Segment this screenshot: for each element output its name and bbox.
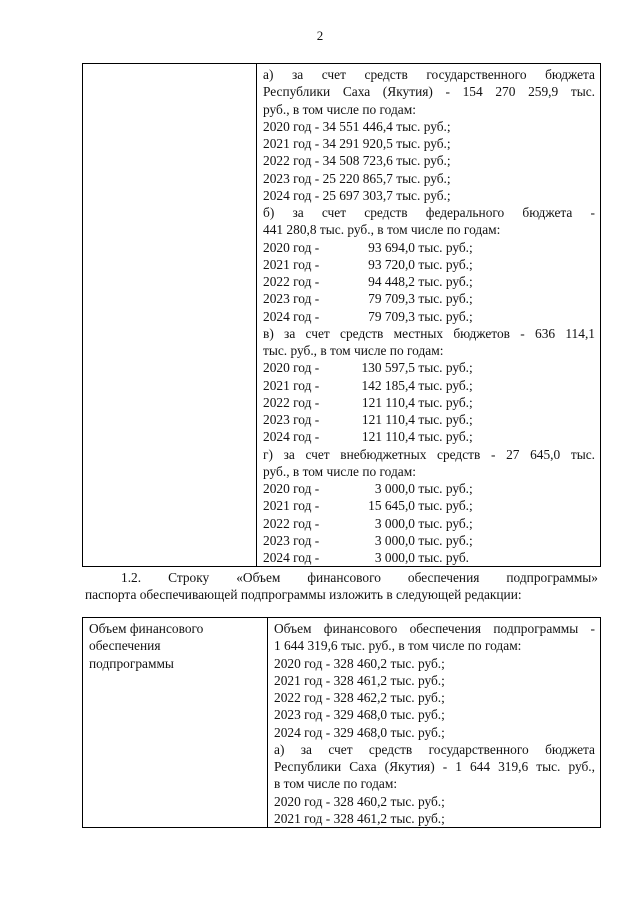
local-budget-year: 2020 год - 130 597,5 тыс. руб.; (263, 360, 473, 376)
row-title-line2: обеспечения (89, 638, 161, 654)
local-budget-line2: тыс. руб., в том числе по годам: (263, 343, 444, 358)
row-title-line1: Объем финансового (89, 621, 204, 636)
subprogram-funding-cell (268, 618, 601, 828)
extrabudgetary-year: 2023 год - 3 000,0 тыс. руб.; (263, 532, 473, 548)
state-budget2-year: 2021 год - 328 461,2 тыс. руб.; (274, 810, 445, 826)
state-budget-line1: а) за счет средств государственного бюджета (263, 67, 595, 82)
federal-budget-year: 2022 год - 94 448,2 тыс. руб.; (263, 274, 473, 289)
local-budget-line1: в) за счет средств местных бюджетов - 636 114,1 (263, 325, 595, 341)
federal-budget-line1: б) за счет средств федерального бюджета - (263, 205, 595, 220)
total-funding-year: 2021 год - 328 461,2 тыс. руб.; (274, 672, 445, 688)
total-funding-year: 2024 год - 329 468,0 тыс. руб.; (274, 724, 445, 740)
federal-budget-year: 2023 год - 79 709,3 тыс. руб.; (263, 291, 473, 307)
state-budget-line3: руб., в том числе по годам: (263, 101, 416, 117)
total-funding-year: 2022 год - 328 462,2 тыс. руб.; (274, 690, 445, 705)
total-funding-year: 2023 год - 329 468,0 тыс. руб.; (274, 707, 445, 723)
empty-left-cell (83, 64, 257, 567)
state-budget-line2: Республики Саха (Якутия) - 154 270 259,9 тыс. (263, 84, 595, 100)
subprogram-funding-table (82, 617, 601, 828)
total-funding-year: 2020 год - 328 460,2 тыс. руб.; (274, 655, 445, 671)
amendment-line2: паспорта обеспечивающей подпрограммы изложить в следующей редакции: (85, 587, 522, 603)
extrabudgetary-year: 2022 год - 3 000,0 тыс. руб.; (263, 515, 473, 531)
amendment-paragraph (85, 569, 598, 604)
extrabudgetary-line1: г) за счет внебюджетных средств - 27 645,0 тыс. (263, 446, 595, 462)
local-budget-year: 2024 год - 121 110,4 тыс. руб.; (263, 429, 473, 445)
state-budget-year: 2021 год - 34 291 920,5 тыс. руб.; (263, 136, 451, 151)
extrabudgetary-line2: руб., в том числе по годам: (263, 463, 416, 479)
page-number: 2 (316, 28, 324, 43)
total-funding-line2: 1 644 319,6 тыс. руб., в том числе по годам: (274, 638, 522, 654)
total-funding-line1: Объем финансового обеспечения подпрограммы - (274, 621, 595, 636)
state-budget2-line3: в том числе по годам: (274, 776, 398, 792)
local-budget-year: 2021 год - 142 185,4 тыс. руб.; (263, 377, 473, 393)
amendment-line1: 1.2. Строку «Объем финансового обеспечения подпрограммы» (121, 570, 598, 585)
state-budget2-line1: а) за счет средств государственного бюджета (274, 741, 595, 757)
local-budget-year: 2023 год - 121 110,4 тыс. руб.; (263, 412, 473, 427)
state-budget-year: 2020 год - 34 551 446,4 тыс. руб.; (263, 118, 451, 134)
extrabudgetary-year: 2024 год - 3 000,0 тыс. руб. (263, 550, 470, 565)
federal-budget-line2: 441 280,8 тыс. руб., в том числе по годам: (263, 222, 501, 238)
row-title-line3: подпрограммы (89, 655, 174, 671)
funding-sources-cell (257, 64, 601, 567)
federal-budget-year: 2021 год - 93 720,0 тыс. руб.; (263, 256, 473, 272)
federal-budget-year: 2020 год - 93 694,0 тыс. руб.; (263, 239, 473, 255)
local-budget-year: 2022 год - 121 110,4 тыс. руб.; (263, 394, 473, 410)
row-title-cell (83, 618, 268, 828)
state-budget-year: 2022 год - 34 508 723,6 тыс. руб.; (263, 153, 451, 169)
state-budget2-year: 2020 год - 328 460,2 тыс. руб.; (274, 793, 445, 809)
state-budget-year: 2024 год - 25 697 303,7 тыс. руб.; (263, 187, 451, 203)
state-budget2-line2: Республики Саха (Якутия) - 1 644 319,6 тыс. руб., (274, 759, 595, 774)
state-budget-year: 2023 год - 25 220 865,7 тыс. руб.; (263, 170, 451, 186)
funding-table-continued (82, 63, 601, 567)
extrabudgetary-year: 2020 год - 3 000,0 тыс. руб.; (263, 481, 473, 496)
federal-budget-year: 2024 год - 79 709,3 тыс. руб.; (263, 308, 473, 324)
extrabudgetary-year: 2021 год - 15 645,0 тыс. руб.; (263, 498, 473, 514)
